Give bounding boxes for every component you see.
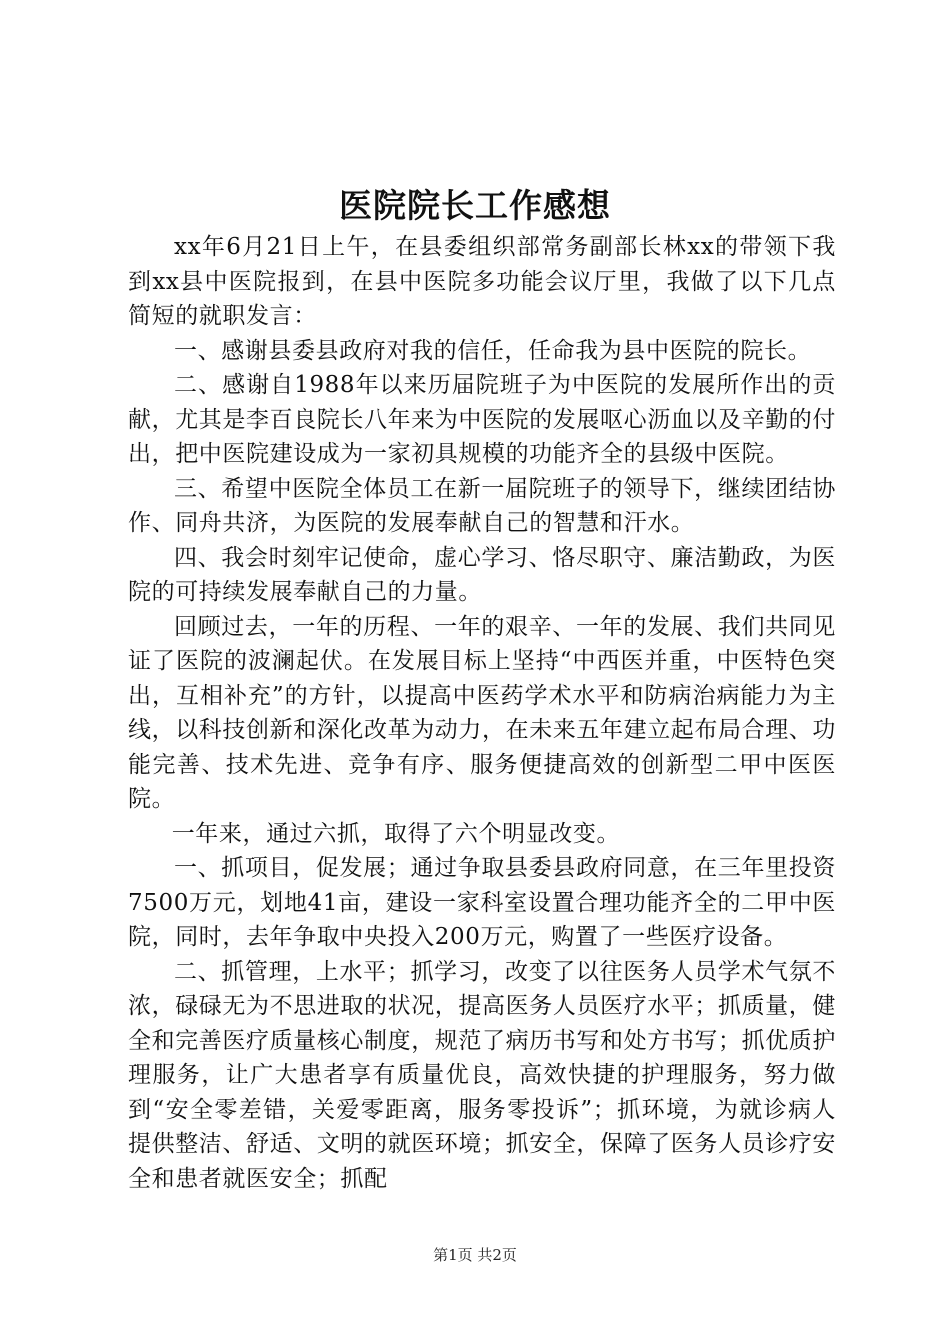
paragraph-review: 回顾过去，一年的历程、一年的艰辛、一年的发展、我们共同见证了医院的波澜起伏。在发展目标上坚持“中西医并重，中医特色突出，互相补充”的方针，以提高中医药学术水平和防病治病能力为主线，以科技创新和深化改革为动力，在未来五年建立起布局合理、功能完善、技术先进、竞争有序、服务便捷高效的创新型二甲中医医院。 [128, 613, 836, 812]
paragraph-speech-point-2: 二、感谢自1988年以来历届院班子为中医院的发展所作出的贡献，尤其是李百良院长八年来为中医院的发展呕心沥血以及辛勤的付出，把中医院建设成为一家初具规模的功能齐全的县级中医院。 [128, 372, 836, 467]
paragraph-management: 二、抓管理，上水平；抓学习，改变了以往医务人员学术气氛不浓，碌碌无为不思进取的状况，提高医务人员医疗水平；抓质量，健全和完善医疗质量核心制度，规范了病历书写和处方书写；抓优质护理服务，让广大患者享有质量优良，高效快捷的护理服务，努力做到“安全零差错，关爱零距离，服务零投诉”；抓环境，为就诊病人提供整洁、舒适、文明的就医环境；抓安全，保障了医务人员诊疗安全和患者就医安全；抓配 [128, 958, 836, 1192]
paragraph-speech-point-3: 三、希望中医院全体员工在新一届院班子的领导下，继续团结协作、同舟共济，为医院的发展奉献自己的智慧和汗水。 [128, 475, 836, 536]
paragraph-speech-point-4: 四、我会时刻牢记使命，虚心学习、恪尽职守、廉洁勤政，为医院的可持续发展奉献自己的力量。 [128, 544, 836, 605]
paragraph-speech-point-1: 一、感谢县委县政府对我的信任，任命我为县中医院的院长。 [174, 337, 812, 364]
page-number-footer: 第1页 共2页 [433, 1246, 517, 1264]
paragraph-projects: 一、抓项目，促发展；通过争取县委县政府同意，在三年里投资7500万元，划地41亩，建设一家科室设置合理功能齐全的二甲中医院，同时，去年争取中央投入200万元，购置了一些医疗设备。 [128, 855, 836, 950]
document-body [128, 230, 836, 1196]
document-title: 医院院长工作感想 [339, 186, 611, 225]
paragraph-intro: xx年6月21日上午，在县委组织部常务副部长林xx的带领下我到xx县中医院报到，在县中医院多功能会议厅里，我做了以下几点简短的就职发言： [128, 234, 836, 329]
paragraph-six-changes: 一年来，通过六抓，取得了六个明显改变。 [171, 820, 621, 847]
